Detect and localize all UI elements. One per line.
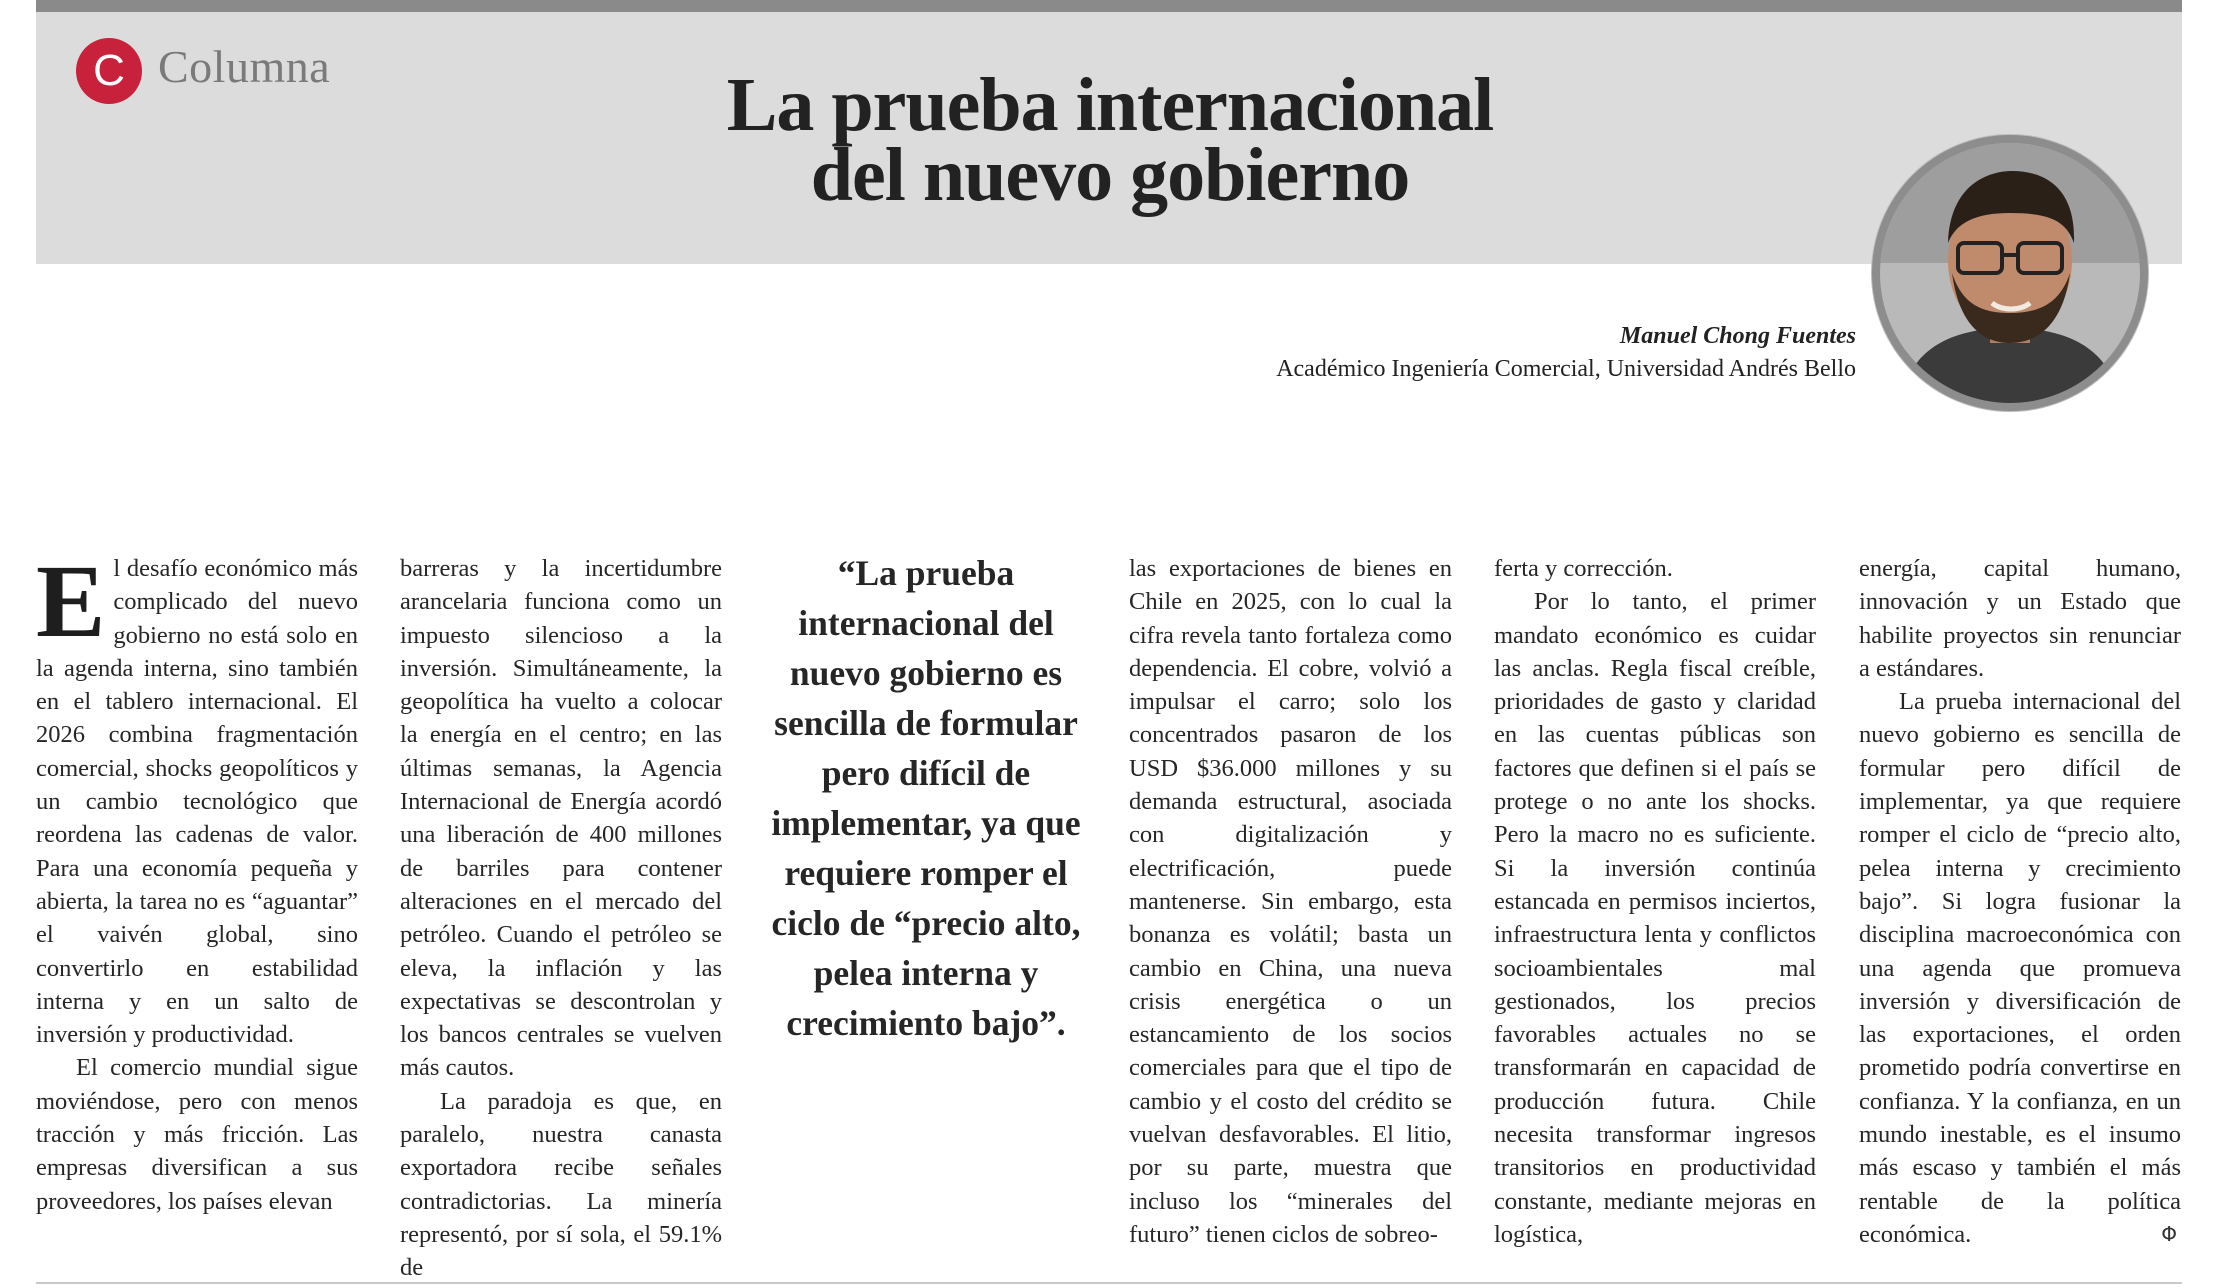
paragraph [36, 544, 358, 1051]
paragraph: barreras y la incertidumbre arancelaria funciona como un impuesto silencioso a la inversión. Simultáneamente, la geopolítica ha vuelto a colocar la energía en el centro; en las últimas semanas, la Agencia Internacional de Energía acordó una liberación de 400 millones de barriles para contener alteraciones en el mercado del petróleo. Cuando el petróleo se eleva, la inflación y las expectativas se descontrolan y los bancos centrales se vuelven más cautos. [400, 555, 722, 1082]
author-photo [1872, 135, 2148, 411]
section-label: Columna [158, 41, 331, 92]
author-name: Manuel Chong Fuentes [1619, 323, 1856, 349]
article-column-5 [1859, 552, 2181, 1251]
paragraph [1859, 685, 2181, 1251]
article-column-1 [36, 544, 358, 1218]
headline-line-2: del nuevo gobierno [810, 133, 1410, 217]
paragraph: El comercio mundial sigue moviéndose, pero con menos tracción y más fricción. Las empresas diversifican a sus proveedores, los países elevan [36, 1054, 358, 1215]
paragraph-text: La prueba internacional del nuevo gobierno es sencilla de formular pero difícil de implementar, ya que requiere romper el ciclo de “precio alto, pelea interna y crecimiento bajo”. Si logra fusionar la disciplina macroeconómica con una agenda que promueva inversión y diversificación de las exportaciones, el orden prometido podría convertirse en confianza. Y la confianza, en un mundo inestable, es el insumo más escaso y también el más rentable de la política económica. [1859, 688, 2181, 1248]
paragraph: La paradoja es que, en paralelo, nuestra canasta exportadora recibe señales contradictorias. La minería representó, por sí sola, el 59.1% de [400, 1087, 722, 1282]
dropcap: E [36, 544, 106, 659]
headline [560, 63, 1660, 217]
section-badge-icon: C [76, 38, 142, 104]
paragraph: las exportaciones de bienes en Chile en 2025, con lo cual la cifra revela tanto fortaleza como dependencia. El cobre, volvió a impulsar el carro; solo los concentrados pasaron de los USD $36.000 millones y su demanda estructural, asociada con digitalización y electrificación, puede mantenerse. Sin embargo, esta bonanza es volátil; basta un cambio en China, una nueva crisis energética o un estancamiento de los socios comerciales para que el tipo de cambio y el costo del crédito se vuelvan desfavorables. El litio, por su parte, muestra que incluso los “minerales del futuro” tienen ciclos de sobreo- [1129, 555, 1452, 1248]
headline-line-1: La prueba internacional [726, 63, 1494, 147]
author-portrait-icon [1880, 143, 2140, 403]
paragraph: Por lo tanto, el primer mandato económico es cuidar las anclas. Regla fiscal creíble, prioridades de gasto y claridad en las cuentas públicas son factores que definen si el país se protege o no ante los shocks. Pero la macro no es suficiente. Si la inversión continúa estancada en permisos inciertos, infraestructura lenta y conflictos socioambientales mal gestionados, los precios favorables actuales no se transformarán en capacidad de producción futura. Chile necesita transformar ingresos transitorios en productividad constante, mediante mejoras en logística, [1494, 588, 1816, 1248]
paragraph: energía, capital humano, innovación y un Estado que habilite proyectos sin renunciar a estándares. [1859, 555, 2181, 682]
paragraph: ferta y corrección. [1494, 555, 1673, 582]
author-byline [1000, 320, 1856, 386]
top-rule [36, 0, 2182, 12]
article-column-4 [1494, 552, 1816, 1251]
article-column-2 [400, 552, 722, 1285]
end-of-article-icon: Φ [2161, 1221, 2177, 1246]
article-column-3 [1129, 552, 1452, 1251]
author-affiliation: Académico Ingeniería Comercial, Universidad Andrés Bello [1276, 356, 1856, 382]
paragraph-text: l desafío económico más complicado del nuevo gobierno no está solo en la agenda interna, sino también en el tablero internacional. El 2026 combina fragmentación comercial, shocks geopolíticos y un cambio tecnológico que reordena las cadenas de valor. Para una economía pequeña y abierta, la tarea no es “aguantar” el vaivén global, sino convertirlo en estabilidad interna y en un salto de inversión y productividad. [36, 555, 358, 1049]
pull-quote: “La prueba internacional del nuevo gobierno es sencilla de formular pero difícil de implementar, ya que requiere romper el ciclo de “precio alto, pelea interna y crecimiento bajo”. [771, 553, 1081, 1043]
bottom-rule [36, 1282, 2182, 1284]
